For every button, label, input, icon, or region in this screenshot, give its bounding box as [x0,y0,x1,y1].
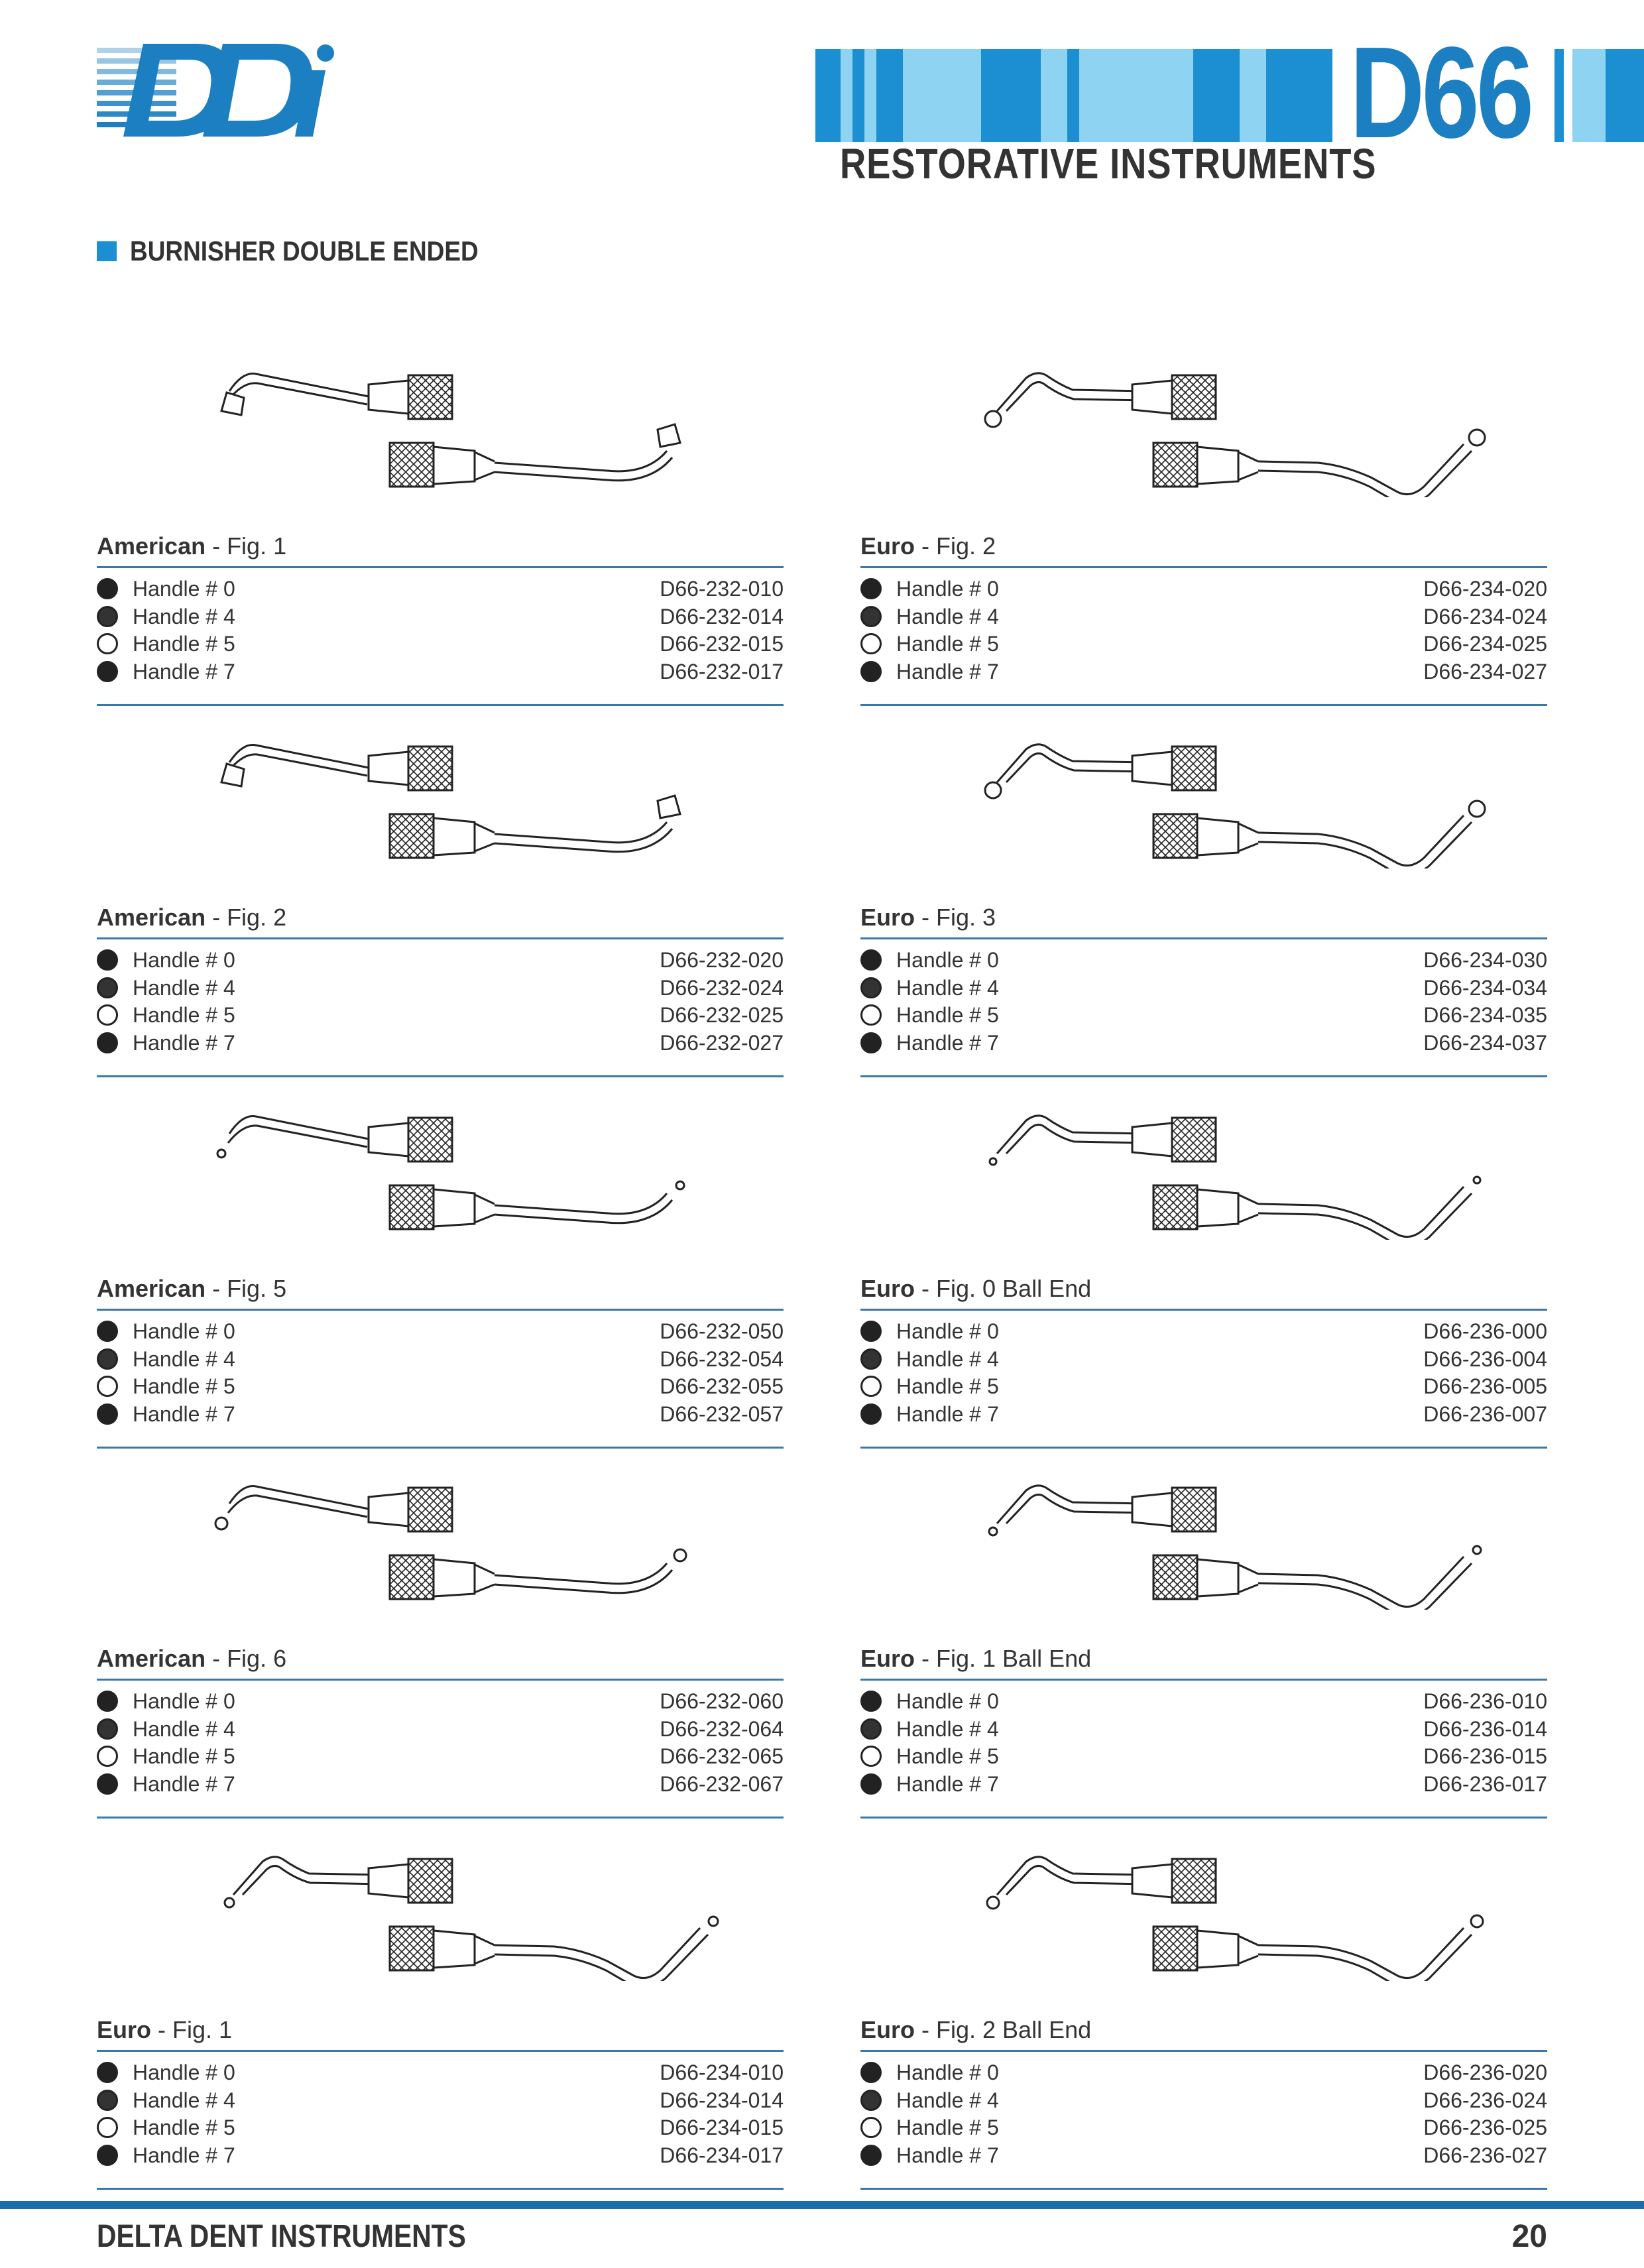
variant-row [860,1318,1547,1346]
variant-row [97,2059,784,2087]
footer-bar [0,2201,1644,2209]
variant-row [860,2142,1547,2170]
variant-row [860,2087,1547,2115]
variant-list [97,1688,784,1798]
product-code: D66-236-007 [1423,1402,1547,1426]
product-code: D66-232-027 [660,1030,784,1055]
handle-dot-icon [97,1321,118,1342]
handle-label: Handle # 7 [896,1771,999,1796]
handle-label: Handle # 4 [896,2088,999,2112]
product-caption [97,1274,286,1303]
variant-row [860,1030,1547,1057]
table-top-rule [97,1309,784,1311]
handle-dot-icon [860,661,882,682]
product-code: D66-236-027 [1423,2143,1547,2167]
handle-dot-icon [860,977,882,998]
caption-type: American [97,904,206,931]
section-square-icon [97,241,117,261]
instrument-illustration [907,1828,1543,1981]
variant-row [97,658,784,686]
variant-row [97,1688,784,1716]
variant-list [97,2059,784,2169]
handle-dot-icon [860,606,882,627]
caption-type: Euro [97,2016,152,2043]
product-code: D66-236-000 [1423,1319,1547,1343]
handle-label: Handle # 5 [896,2116,999,2139]
table-bottom-rule [860,1075,1547,1077]
ddi-logo [97,44,349,150]
handle-dot-icon [97,633,118,654]
table-bottom-rule [97,704,784,706]
variant-row [97,1318,784,1346]
product-code: D66-232-057 [660,1402,784,1426]
caption-figure: - Fig. 5 [206,1275,287,1302]
handle-dot-icon [860,1773,882,1795]
product-code: D66-232-067 [660,1771,784,1796]
instrument-illustration [907,716,1543,868]
instrument-illustration [907,345,1543,497]
product-caption [97,1644,286,1673]
product-code: D66-234-015 [660,2116,784,2139]
handle-dot-icon [860,1004,882,1026]
caption-type: Euro [860,532,915,560]
handle-dot-icon [860,2145,882,2166]
table-top-rule [97,566,784,568]
variant-row [97,575,784,603]
handle-label: Handle # 0 [133,577,235,601]
product-code: D66-234-027 [1423,659,1547,684]
footer-company: DELTA DENT INSTRUMENTS [97,2219,466,2254]
product-caption [97,2015,232,2045]
caption-type: American [97,1275,206,1302]
variant-row [860,1743,1547,1771]
table-top-rule [860,1309,1547,1311]
handle-label: Handle # 0 [133,1319,235,1343]
section-title [97,235,526,268]
handle-dot-icon [97,1746,118,1767]
variant-row [97,1002,784,1030]
handle-dot-icon [97,949,118,971]
handle-dot-icon [860,2062,882,2083]
handle-dot-icon [860,1718,882,1740]
product-block [860,1828,1550,2200]
handle-dot-icon [860,2090,882,2111]
product-block [860,345,1550,716]
product-caption [97,903,286,932]
product-code: D66-232-054 [660,1346,784,1371]
product-block [97,1828,786,2200]
variant-row [97,630,784,658]
variant-row [860,1346,1547,1374]
instrument-illustration [143,1087,780,1240]
variant-list [97,947,784,1057]
handle-label: Handle # 0 [133,948,235,972]
table-bottom-rule [97,1075,784,1077]
variant-row [860,1716,1547,1744]
handle-dot-icon [97,1691,118,1712]
caption-type: Euro [860,904,915,931]
table-top-rule [97,937,784,939]
table-bottom-rule [860,1817,1547,1819]
variant-row [860,603,1547,631]
variant-row [860,658,1547,686]
handle-dot-icon [97,1718,118,1740]
handle-label: Handle # 7 [133,2143,235,2167]
handle-label: Handle # 4 [133,604,235,628]
variant-row [860,1002,1547,1030]
product-code: D66-232-055 [660,1374,784,1398]
handle-label: Handle # 5 [896,1374,999,1398]
handle-label: Handle # 0 [896,2060,999,2084]
product-block [97,1457,786,1828]
product-code: D66-232-065 [660,1744,784,1768]
table-bottom-rule [860,2188,1547,2190]
handle-label: Handle # 5 [133,2116,235,2139]
product-code: D66-234-037 [1423,1030,1547,1055]
instrument-illustration [907,1457,1543,1610]
instrument-illustration [143,1828,780,1981]
handle-label: Handle # 0 [896,1689,999,1713]
product-code: D66-236-014 [1423,1716,1547,1741]
variant-row [97,1401,784,1429]
product-block [860,716,1550,1087]
table-bottom-rule [97,1817,784,1819]
caption-type: Euro [860,1645,915,1672]
handle-label: Handle # 7 [896,1402,999,1426]
handle-dot-icon [97,1403,118,1425]
handle-dot-icon [860,949,882,971]
variant-row [860,2114,1547,2142]
product-code: D66-234-035 [1423,1003,1547,1027]
variant-row [860,2059,1547,2087]
caption-type: American [97,1645,206,1672]
product-caption [860,1274,1091,1303]
catalog-subtitle: RESTORATIVE INSTRUMENTS [840,140,1377,188]
variant-row [97,975,784,1002]
handle-label: Handle # 5 [896,632,999,656]
variant-row [97,2142,784,2170]
handle-dot-icon [97,977,118,998]
handle-label: Handle # 5 [133,632,235,656]
handle-label: Handle # 4 [133,975,235,1000]
caption-figure: - Fig. 2 Ball End [915,2016,1092,2043]
caption-type: Euro [860,1275,915,1302]
table-top-rule [860,1679,1547,1681]
product-code: D66-236-005 [1423,1374,1547,1398]
handle-dot-icon [860,1691,882,1712]
handle-label: Handle # 4 [896,975,999,1000]
variant-row [860,1401,1547,1429]
handle-label: Handle # 5 [896,1744,999,1768]
caption-type: American [97,532,206,560]
product-code: D66-232-015 [660,632,784,656]
handle-label: Handle # 7 [896,659,999,684]
handle-label: Handle # 4 [896,1346,999,1371]
handle-label: Handle # 4 [133,1716,235,1741]
table-bottom-rule [97,1447,784,1449]
instrument-illustration [143,1457,780,1610]
product-code: D66-236-010 [1423,1689,1547,1713]
handle-dot-icon [97,1376,118,1397]
handle-label: Handle # 7 [133,1771,235,1796]
caption-figure: - Fig. 6 [206,1645,287,1672]
table-bottom-rule [860,704,1547,706]
handle-label: Handle # 0 [896,948,999,972]
product-code: D66-234-010 [660,2060,784,2084]
handle-dot-icon [97,661,118,682]
product-code: D66-236-025 [1423,2116,1547,2139]
product-code: D66-234-024 [1423,604,1547,628]
caption-figure: - Fig. 1 Ball End [915,1645,1092,1672]
product-block [97,1087,786,1459]
handle-label: Handle # 0 [896,1319,999,1343]
table-top-rule [860,566,1547,568]
variant-list [97,1318,784,1428]
handle-label: Handle # 0 [133,1689,235,1713]
handle-dot-icon [97,2062,118,2083]
caption-type: Euro [860,2016,915,2043]
table-top-rule [860,2050,1547,2052]
variant-row [860,947,1547,975]
variant-row [860,630,1547,658]
variant-list [860,575,1547,686]
product-code: D66-234-030 [1423,948,1547,972]
table-top-rule [97,1679,784,1681]
variant-list [860,947,1547,1057]
footer-page-number: 20 [1511,2219,1547,2254]
handle-label: Handle # 7 [133,659,235,684]
product-block [97,345,786,716]
handle-label: Handle # 5 [133,1744,235,1768]
caption-figure: - Fig. 1 [151,2016,233,2043]
handle-dot-icon [97,1032,118,1053]
variant-row [97,1771,784,1799]
handle-dot-icon [97,1004,118,1026]
handle-dot-icon [860,1403,882,1425]
product-caption [860,903,996,932]
product-code: D66-234-034 [1423,975,1547,1000]
product-code: D66-232-017 [660,659,784,684]
product-code: D66-232-010 [660,577,784,601]
handle-label: Handle # 7 [133,1402,235,1426]
handle-dot-icon [97,606,118,627]
variant-row [97,2114,784,2142]
variant-list [97,575,784,686]
handle-label: Handle # 7 [896,2143,999,2167]
product-caption [860,2015,1091,2045]
handle-label: Handle # 4 [896,604,999,628]
caption-figure: - Fig. 2 [915,532,996,560]
caption-figure: - Fig. 1 [206,532,287,560]
caption-figure: - Fig. 3 [915,904,996,931]
handle-label: Handle # 4 [133,1346,235,1371]
product-caption [860,532,996,561]
handle-dot-icon [860,578,882,599]
product-block [97,716,786,1087]
product-caption [860,1644,1091,1673]
handle-dot-icon [860,1746,882,1767]
table-top-rule [97,2050,784,2052]
product-code: D66-232-064 [660,1716,784,1741]
variant-row [860,1771,1547,1799]
handle-label: Handle # 4 [896,1716,999,1741]
handle-label: Handle # 0 [133,2060,235,2084]
variant-row [97,1716,784,1744]
handle-label: Handle # 7 [896,1030,999,1055]
instrument-illustration [143,716,780,868]
handle-label: Handle # 5 [133,1374,235,1398]
product-code: D66-232-020 [660,948,784,972]
product-code: D66-232-025 [660,1003,784,1027]
variant-list [860,2059,1547,2169]
handle-label: Handle # 4 [133,2088,235,2112]
handle-dot-icon [860,1032,882,1053]
handle-dot-icon [860,1348,882,1370]
handle-dot-icon [860,1376,882,1397]
handle-dot-icon [97,1348,118,1370]
product-code: D66-234-017 [660,2143,784,2167]
handle-label: Handle # 5 [133,1003,235,1027]
product-code: D66-232-050 [660,1319,784,1343]
variant-row [97,603,784,631]
caption-figure: - Fig. 0 Ball End [915,1275,1092,1302]
handle-dot-icon [97,578,118,599]
variant-list [860,1688,1547,1798]
instrument-illustration [143,345,780,497]
handle-dot-icon [860,2117,882,2138]
product-code: D66-234-020 [1423,577,1547,601]
product-code: D66-234-025 [1423,632,1547,656]
table-bottom-rule [97,2188,784,2190]
instrument-illustration [907,1087,1543,1240]
product-code: D66-236-020 [1423,2060,1547,2084]
handle-label: Handle # 7 [133,1030,235,1055]
catalog-code: D66 [1350,20,1531,165]
handle-dot-icon [97,2145,118,2166]
handle-dot-icon [97,1773,118,1795]
product-code: D66-232-014 [660,604,784,628]
product-code: D66-236-024 [1423,2088,1547,2112]
variant-row [860,975,1547,1002]
product-block [860,1087,1550,1459]
product-code: D66-232-024 [660,975,784,1000]
product-block [860,1457,1550,1828]
product-code: D66-236-017 [1423,1771,1547,1796]
variant-row [97,1743,784,1771]
variant-row [97,1030,784,1057]
handle-label: Handle # 0 [896,577,999,601]
table-top-rule [860,937,1547,939]
section-label: BURNISHER DOUBLE ENDED [130,235,479,267]
product-code: D66-234-014 [660,2088,784,2112]
handle-label: Handle # 5 [896,1003,999,1027]
variant-row [860,575,1547,603]
handle-dot-icon [860,633,882,654]
product-code: D66-232-060 [660,1689,784,1713]
variant-row [97,947,784,975]
handle-dot-icon [97,2090,118,2111]
variant-row [860,1688,1547,1716]
variant-row [97,1373,784,1401]
handle-dot-icon [860,1321,882,1342]
product-code: D66-236-004 [1423,1346,1547,1371]
product-code: D66-236-015 [1423,1744,1547,1768]
variant-list [860,1318,1547,1428]
variant-row [97,1346,784,1374]
handle-dot-icon [97,2117,118,2138]
table-bottom-rule [860,1447,1547,1449]
variant-row [860,1373,1547,1401]
product-caption [97,532,286,561]
variant-row [97,2087,784,2115]
caption-figure: - Fig. 2 [206,904,287,931]
